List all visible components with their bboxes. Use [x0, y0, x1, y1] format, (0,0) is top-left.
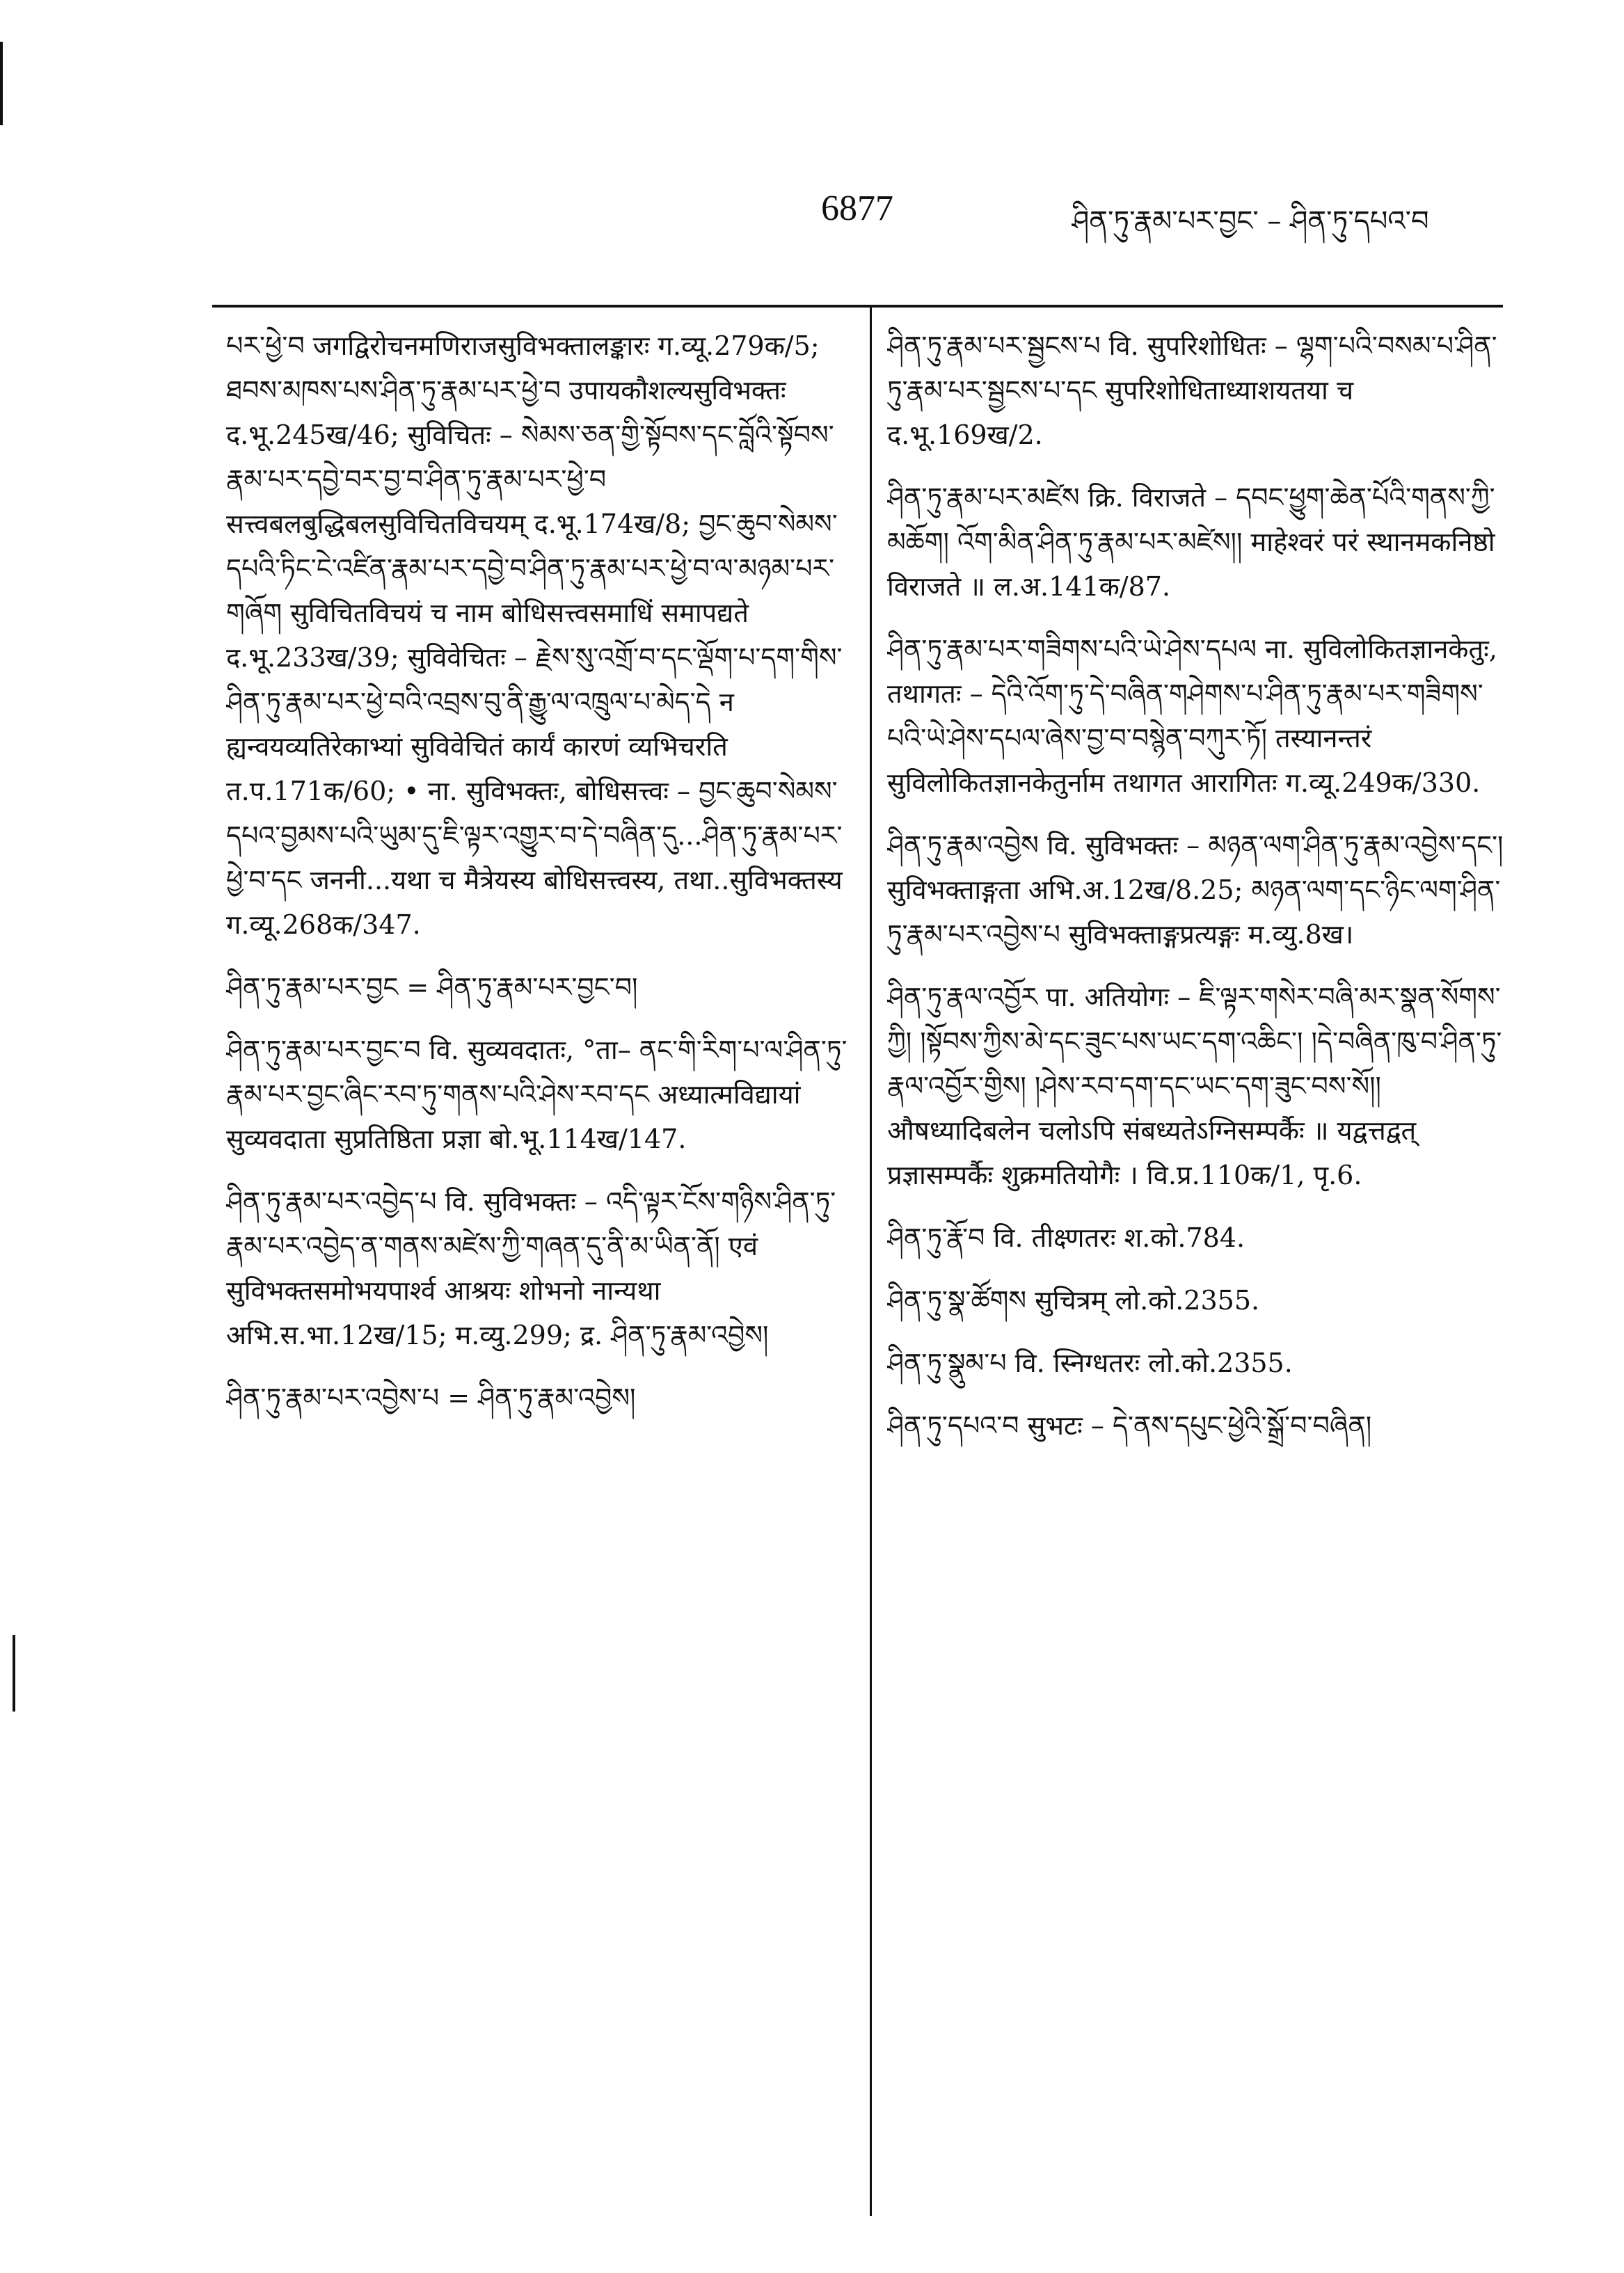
dictionary-entry: ཤིན་ཏུ་སྣུམ་པ वि. स्निग्धतरः लो.को.2355. — [887, 1348, 1293, 1378]
dictionary-entry: ཤིན་ཏུ་རྣམ་འབྱེས वि. सुविभक्तः – མཉན་ལག་ཤིན་ཏུ་རྣམ་འབྱེས་དང་། सुविभक्ताङ्गता अभि.अ.12ख/8.25; མཉན་ལག་དང་ཉིང་ལག་ཤིན་ཏུ་རྣམ་པར་འབྱེས་པ सुविभक्ताङ्गप्रत्यङ्गः म.व्यु.8ख। — [887, 830, 1504, 950]
dictionary-entry: ཤིན་ཏུ་རྣམ་པར་འབྱེད་པ वि. सुविभक्तः – འདི་ལྟར་ངོས་གཉིས་ཤིན་ཏུ་རྣམ་པར་འབྱེད་ན་གནས་མཛེས་ཀྱི་གཞན་དུ་ནི་མ་ཡིན་ནོ། एवं सुविभक्तसमोभयपार्श्व आश्रयः शोभनो नान्यथा अभि.स.भा.12ख/15; म.व्यु.299; द्र. ཤིན་ཏུ་རྣམ་འབྱེས། — [226, 1186, 836, 1350]
margin-mark — [13, 1635, 15, 1712]
dictionary-entry: ཤིན་ཏུ་རྣམ་པར་མཛེས क्रि. विराजते – དབང་ཕྱུག་ཆེན་པོའི་གནས་ཀྱི་མཆོག། འོག་མིན་ཤིན་ཏུ་རྣམ་པར་མཛེས།། माहेश्वरं परं स्थानमकनिष्ठो विराजते ॥ ल.अ.141क/87. — [887, 482, 1495, 602]
dictionary-entry: ཤིན་ཏུ་རྣོ་བ वि. तीक्ष्णतरः श.को.784. — [887, 1222, 1245, 1253]
left-column — [226, 324, 849, 2216]
dictionary-entry: ཤིན་ཏུ་དཔའ་བ सुभटः – དེ་ནས་དཔུང་ཕྱེའི་སྒྲོ་བ་བཞིན། — [887, 1410, 1372, 1441]
dictionary-entry: ཤིན་ཏུ་རྣམ་པར་འབྱེས་པ = ཤིན་ཏུ་རྣམ་འབྱེས། — [226, 1382, 636, 1413]
margin-mark — [0, 42, 3, 125]
dictionary-entry: ཤིན་ཏུ་རྣམ་པར་བྱང་བ वि. सुव्यवदातः, °ता– ནང་གི་རིག་པ་ལ་ཤིན་ཏུ་རྣམ་པར་བྱང་ཞིང་རབ་ཏུ་གནས་པའི་ཤེས་རབ་དང अध्यात्मविद्यायां सुव्यवदाता सुप्रतिष्ठिता प्रज्ञा बो.भू.114ख/147. — [226, 1035, 847, 1154]
column-divider — [870, 306, 872, 2216]
top-rule — [212, 305, 1503, 308]
dictionary-entry: ཤིན་ཏུ་སྣ་ཚོགས सुचित्रम् लो.को.2355. — [887, 1285, 1260, 1316]
running-head: ཤིན་ཏུ་རྣམ་པར་བྱང་ – ཤིན་ཏུ་དཔའ་བ — [1072, 205, 1429, 237]
dictionary-entry: ཤིན་ཏུ་རྣམ་པར་བྱང = ཤིན་ཏུ་རྣམ་པར་བྱང་བ། — [226, 972, 638, 1003]
page-number: 6877 — [821, 189, 893, 228]
dictionary-entry: ཤིན་ཏུ་རྣལ་འབྱོར पा. अतियोगः – ཇི་ལྟར་གསེར་བཞི་མར་སྣན་སོགས་ཀྱི། །སྟོབས་ཀྱིས་མེ་དང་ཟུང་པས་ཡང་དག་འཆིང་། །དེ་བཞིན་ཁུ་བ་ཤིན་ཏུ་རྣལ་འབྱོར་གྱིས། །ཤེས་རབ་དག་དང་ཡང་དག་ཟུང་བས་སོ།། औषध्यादिबलेन चलोऽपि संबध्यतेऽग्निसम्पर्कैः ॥ यद्वत्तद्वत् प्रज्ञासम्पर्कैः शुक्रमतियोगैः । वि.प्र.110क/1, पृ.6. — [887, 982, 1502, 1190]
right-column — [887, 324, 1506, 2216]
dictionary-entry: པར་ཕྱེ་བ जगद्विरोचनमणिराजसुविभक्तालङ्कारः ग.व्यू.279क/5; ཐབས་མཁས་པས་ཤིན་ཏུ་རྣམ་པར་ཕྱེ་བ उपायकौशल्यसुविभक्तः द.भू.245ख/46; सुविचितः – སེམས་ཅན་གྱི་སྟོབས་དང་བློའི་སྟོབས་རྣམ་པར་དབྱེ་བར་བྱ་བ་ཤིན་ཏུ་རྣམ་པར་ཕྱེ་བ सत्त्वबलबुद्धिबलसुविचितविचयम् द.भू.174ख/8; བྱང་ཆུབ་སེམས་དཔའི་ཏིང་ངེ་འཛིན་རྣམ་པར་དབྱེ་བ་ཤིན་ཏུ་རྣམ་པར་ཕྱེ་བ་ལ་མཉམ་པར་གཞོག सुविचितविचयं च नाम बोधिसत्त्वसमाधिं समापद्यते द.भू.233ख/39; सुविवेचितः – རྗེས་སུ་འགྲོ་བ་དང་ལྡོག་པ་དག་གིས་ཤིན་ཏུ་རྣམ་པར་ཕྱེ་བའི་འབྲས་བུ་ནི་རྒྱུ་ལ་འཁྲུལ་པ་མེད་དེ न ह्यन्वयव्यतिरेकाभ्यां सुविवेचितं कार्यं कारणं व्यभिचरति त.प.171क/60; • ना. सुविभक्तः, बोधिसत्त्वः – བྱང་ཆུབ་སེམས་དཔའ་བྱམས་པའི་ཡུམ་དུ་ཇི་ལྟར་འགྱུར་བ་དེ་བཞིན་དུ...ཤིན་ཏུ་རྣམ་པར་ཕྱེ་བ་དང जननी...यथा च मैत्रेयस्य बोधिसत्त्वस्य, तथा..सुविभक्तस्य ग.व्यू.268क/347. — [226, 330, 843, 940]
dictionary-entry: ཤིན་ཏུ་རྣམ་པར་སྦྱངས་པ वि. सुपरिशोधितः – ལྷག་པའི་བསམ་པ་ཤིན་ཏུ་རྣམ་པར་སྦྱངས་པ་དང सुपरिशोधिताध्याशयतया च द.भू.169ख/2. — [887, 330, 1497, 450]
dictionary-entry: ཤིན་ཏུ་རྣམ་པར་གཟིགས་པའི་ཡེ་ཤེས་དཔལ ना. सुविलोकितज्ञानकेतुः, तथागतः – དེའི་འོག་ཏུ་དེ་བཞིན་གཤེགས་པ་ཤིན་ཏུ་རྣམ་པར་གཟིགས་པའི་ཡེ་ཤེས་དཔལ་ཞེས་བྱ་བ་བསྙེན་བཀུར་ཏོ། तस्यानन्तरं सुविलोकितज्ञानकेतुर्नाम तथागत आरागितः ग.व्यू.249क/330. — [887, 634, 1497, 798]
